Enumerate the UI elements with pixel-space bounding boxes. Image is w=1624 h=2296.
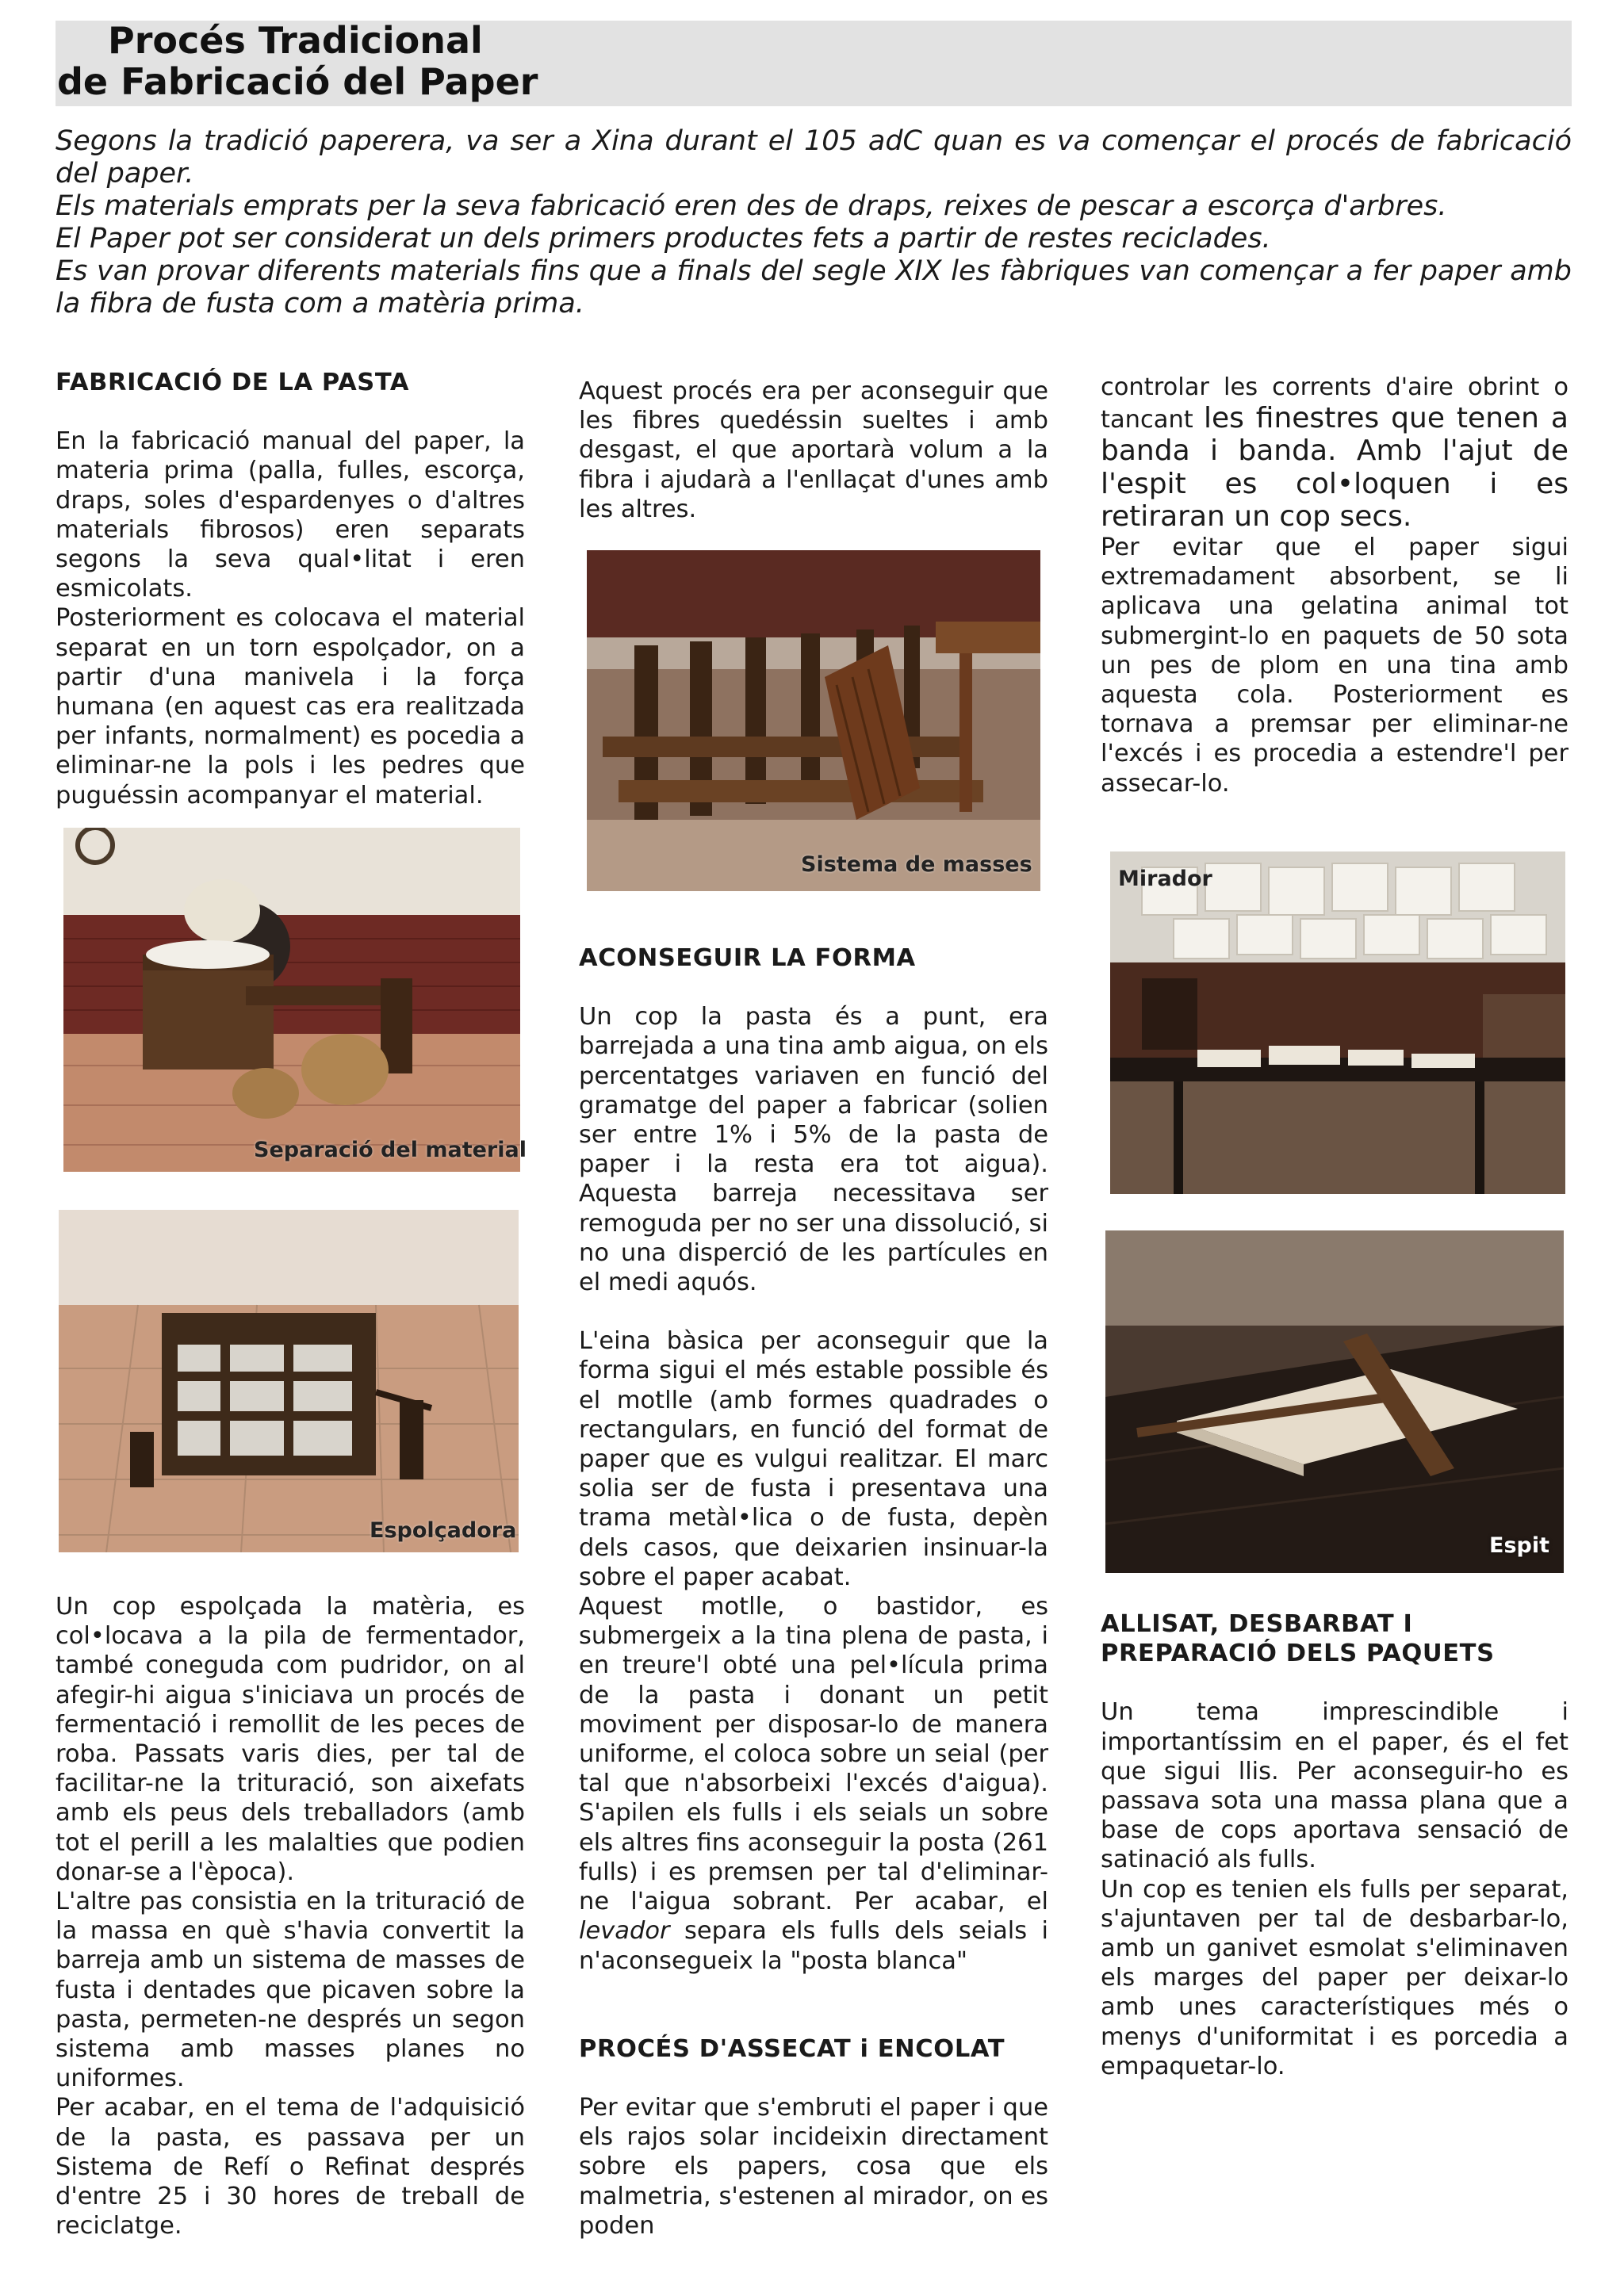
- paragraph: Per evitar que s'embruti el paper i que els rajos solar incideixin directament sobre els papers, cosa que els malmetria, s'estenen al mirador, on es poden: [579, 2093, 1048, 2240]
- paragraph: Per evitar que el paper sigui extremadament absorbent, se li aplicava una gelatina animal tot submergint-lo en paquets de 50 sota un pes de plom en una tina amb aquesta cola. Posteriorment es tornava a premsar per eliminar-ne l'excés i es procedia a estendre'l per assecar-lo.: [1101, 534, 1568, 798]
- intro-paragraph: Els materials emprats per la seva fabricació eren des de draps, reixes de pescar a escorça d'arbres.: [56, 190, 1447, 222]
- column-3-top: [1101, 373, 1568, 798]
- photo-separacio-material: [63, 828, 520, 1172]
- photo-sistema-masses: [587, 550, 1040, 891]
- section-heading-assecat: PROCÉS D'ASSECAT i ENCOLAT: [579, 2034, 1005, 2063]
- photo-separacio-image: [63, 828, 520, 1172]
- paragraph: Aquest procés era per aconseguir que les fibres quedéssin sueltes i amb desgast, el que aportarà volum a la fibra i ajudarà a l'enllaçat d'unes amb les altres.: [579, 377, 1048, 523]
- paragraph: [579, 1592, 1048, 1976]
- page-title-line-1: Procés Tradicional: [108, 19, 483, 62]
- paragraph: En la fabricació manual del paper, la materia prima (palla, fulles, escorça, draps, soles d'espardenyes o d'altres materials fibrosos) eren separats segons la seva qual•litat i eren esmicolats.: [56, 427, 525, 603]
- photo-espit: [1105, 1230, 1564, 1573]
- paragraph: Un cop espolçada la matèria, es col•locava a la pila de fermentador, també coneguda com pudridor, on al afegir-hi aigua s'iniciava un procés de fermentació i remollit de les peces de roba. Passats varis dies, per tal de facilitar-ne la trituració, son aixefats amb els peus dels treballadors (amb tot el perill a les malalties que podien donar-se a l'època).: [56, 1593, 525, 1886]
- caption-separacio: Separació del material: [254, 1138, 527, 1162]
- column-1-top: [56, 368, 525, 810]
- column-2-bottom: [579, 943, 1048, 2241]
- intro-text: [56, 125, 1572, 320]
- paragraph: Un tema imprescindible i importantíssim en el paper, és el fet que sigui llis. Per aconseguir-ho es passava sota una massa plana que a base de cops aportava sensació de satinació als fulls.: [1101, 1698, 1568, 1874]
- intro-paragraph: Segons la tradició paperera, va ser a Xina durant el 105 adC quan es va començar el procés de fabricació del paper.: [56, 125, 1572, 189]
- paragraph-part: Aquest motlle, o bastidor, es submergeix a la tina plena de pasta, i en treure'l obté una pel•lícula prima de la pasta i donant un petit moviment per disposar-lo de manera uniforme, el coloca sobre un seial (per tal que n'absorbeixi l'excés d'aigua). S'apilen els fulls i els seials un sobre els altres fins aconseguir la posta (261 fulls) i es premsen per tal d'eliminar-ne l'aigua sobrant. Per acabar, el: [579, 1593, 1048, 1916]
- levador-term: levador: [579, 1917, 670, 1946]
- paragraph-part: controlar les corrents d'aire obrint o tancant: [1101, 373, 1568, 434]
- paragraph: Un cop es tenien els fulls per separat, s'ajuntaven per tal de desbarbar-lo, amb un ganivet esmolat s'eliminaven els marges del paper per deixar-lo amb unes característiques més o menys d'uniformitat i es porcedia a empaquetar-lo.: [1101, 1875, 1568, 2080]
- paragraph: [1101, 373, 1568, 533]
- paragraph: L'altre pas consistia en la trituració de la massa en què s'havia convertit la barreja amb un sistema de masses de fusta i dentades que picaven sobre la pasta, permeten-ne després un segon sistema amb masses planes no uniformes.: [56, 1888, 525, 2093]
- section-heading-forma: ACONSEGUIR LA FORMA: [579, 944, 916, 972]
- intro-paragraph: El Paper pot ser considerat un dels primers productes fets a partir de restes reciclades.: [56, 223, 1271, 254]
- paragraph: Posteriorment es colocava el material separat en un torn espolçador, on a partir d'una manivela i la força humana (en aquest cas era realitzada per infants, normalment) es pocedia a eliminar-ne la pols i les pedres que puguéssin acompanyar el material.: [56, 604, 525, 809]
- photo-espolcadora: [59, 1210, 519, 1552]
- caption-espit: Espit: [1489, 1533, 1550, 1558]
- paragraph: L'eina bàsica per aconseguir que la forma sigui el més estable possible és el motlle (amb formes quadrades o rectangulars, en funció del format de paper que es vulgui realitzar. El marc solia ser de fusta i presentava una trama metàl•lica o de fusta, depèn dels casos, que deixarien insinuar-la sobre el paper acabat.: [579, 1327, 1048, 1591]
- paragraph: Un cop la pasta és a punt, era barrejada a una tina amb aigua, on els percentatges variaven en funció del gramatge del paper a fabricar (solien ser entre 1% i 5% de la pasta de paper i la resta era tot aigua). Aquesta barreja necessitava ser remoguda per no ser una dissolució, si no una disperció de les partícules en el medi aquós.: [579, 1003, 1048, 1297]
- column-2-top: [579, 377, 1048, 524]
- section-heading-pasta: FABRICACIÓ DE LA PASTA: [56, 369, 410, 396]
- paragraph-part-large: les finestres que tenen a banda i banda. Amb l'ajut de l'espit es col•loquen i es retiraran un cop secs.: [1101, 402, 1568, 533]
- page-title-line-2: de Fabricació del Paper: [57, 60, 538, 103]
- photo-mirador-image: [1110, 851, 1565, 1194]
- caption-mirador: Mirador: [1118, 867, 1212, 891]
- photo-masses-image: [587, 550, 1040, 891]
- caption-espolcadora: Espolçadora: [370, 1518, 517, 1543]
- section-heading-allisat: ALLISAT, DESBARBAT I PREPARACIÓ DELS PAQUETS: [1101, 1610, 1495, 1668]
- photo-espolcadora-image: [59, 1210, 519, 1552]
- intro-paragraph: Es van provar diferents materials fins que a finals del segle XIX les fàbriques van començar a fer paper amb la fibra de fusta com a matèria prima.: [56, 255, 1572, 320]
- caption-masses: Sistema de masses: [801, 852, 1032, 877]
- paragraph: Per acabar, en el tema de l'adquisició de la pasta, es passava per un Sistema de Refí o Refinat després d'entre 25 i 30 hores de treball de reciclatge.: [56, 2094, 525, 2241]
- photo-espit-image: [1105, 1230, 1564, 1573]
- paragraph-part: separa els fulls dels seials i n'aconsegueix la "posta blanca": [579, 1917, 1048, 1975]
- column-3-bottom: [1101, 1609, 1568, 2081]
- photo-mirador: [1110, 851, 1565, 1194]
- column-1-bottom: [56, 1592, 525, 2241]
